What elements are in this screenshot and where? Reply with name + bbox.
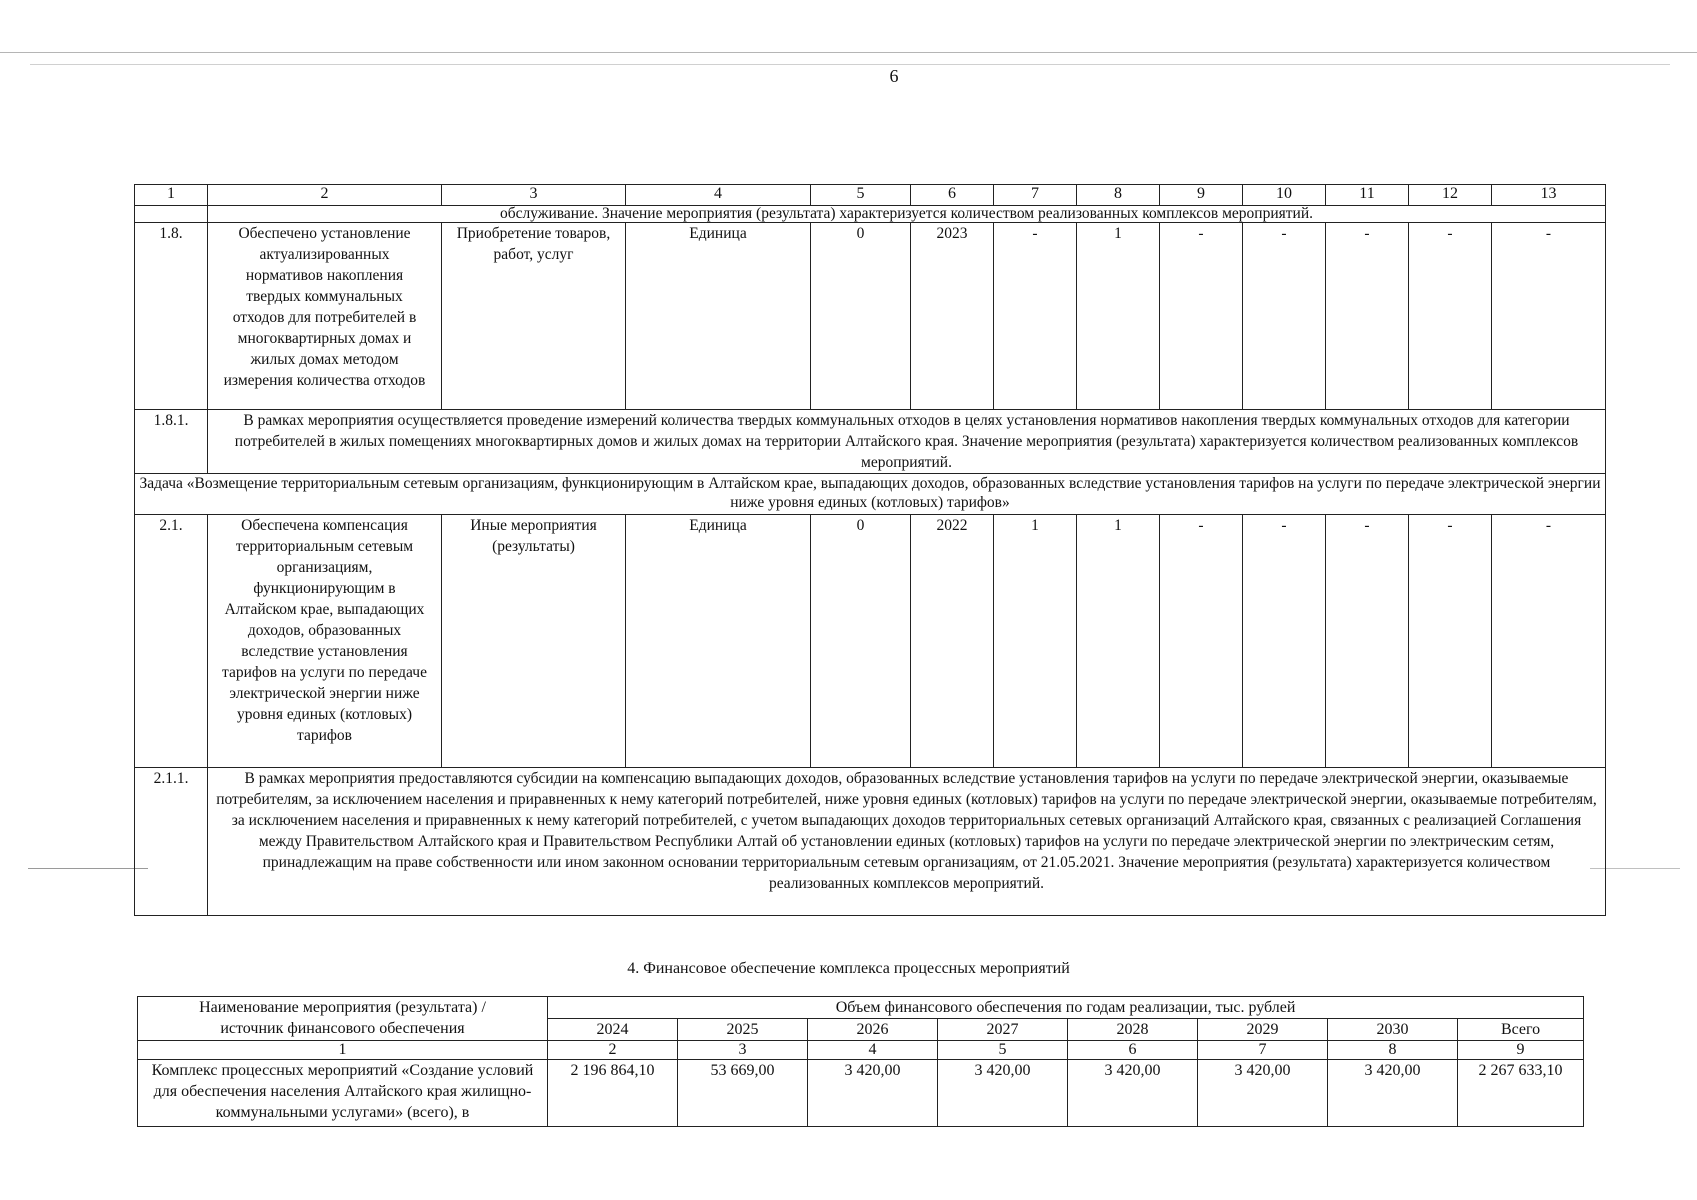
value-cell: 1 <box>994 515 1077 768</box>
value-cell: - <box>1409 223 1492 410</box>
value-cell: - <box>1492 223 1606 410</box>
column-header: 7 <box>994 185 1077 206</box>
column-header: 2 <box>208 185 442 206</box>
base-value: 0 <box>811 223 911 410</box>
value-cell: - <box>1326 515 1409 768</box>
table-row-1-8 <box>135 223 1606 410</box>
column-header: 5 <box>811 185 911 206</box>
finance-table <box>137 996 1584 1127</box>
complex-name: Комплекс процессных мероприятий «Создание условий для обеспечения населения Алтайского края жилищно-коммунальными услугами» (всего), в <box>138 1060 548 1127</box>
value-cell: 1 <box>1077 223 1160 410</box>
column-number: 4 <box>808 1041 938 1060</box>
year-header: 2024 <box>548 1019 678 1041</box>
table-row-1-8-1 <box>135 410 1606 474</box>
value-cell: - <box>1160 515 1243 768</box>
value-cell: - <box>1409 515 1492 768</box>
value-cell: - <box>1326 223 1409 410</box>
finance-column-numbers-row <box>138 1041 1584 1060</box>
year-header: 2030 <box>1328 1019 1458 1041</box>
column-number: 9 <box>1458 1041 1584 1060</box>
column-number: 8 <box>1328 1041 1458 1060</box>
unit-cell: Единица <box>626 223 811 410</box>
unit-cell: Единица <box>626 515 811 768</box>
amount-cell: 2 196 864,10 <box>548 1060 678 1127</box>
table-header-row <box>135 185 1606 206</box>
column-header: 1 <box>135 185 208 206</box>
amount-cell: 3 420,00 <box>1198 1060 1328 1127</box>
year-header: 2029 <box>1198 1019 1328 1041</box>
name-column-header: Наименование мероприятия (результата) / источник финансового обеспечения <box>138 997 548 1041</box>
column-number: 5 <box>938 1041 1068 1060</box>
activity-name: Обеспечена компенсация территориальным сетевым организациям, функционирующим в Алтайском крае, выпадающих доходов, образованных вследствие установления тарифов на услуги по передаче электрической энергии ниже уровня единых (котловых) тарифов <box>208 515 442 768</box>
column-number: 2 <box>548 1041 678 1060</box>
column-header: 3 <box>442 185 626 206</box>
row-number: 2.1. <box>135 515 208 768</box>
column-number: 1 <box>138 1041 548 1060</box>
column-header: 12 <box>1409 185 1492 206</box>
activities-table <box>134 184 1606 916</box>
column-number: 3 <box>678 1041 808 1060</box>
value-cell: - <box>1243 515 1326 768</box>
row-number: 1.8.1. <box>135 410 208 474</box>
carryover-text: обслуживание. Значение мероприятия (результата) характеризуется количеством реализованных комплексов мероприятий. <box>208 206 1606 223</box>
activity-type: Приобретение товаров, работ, услуг <box>442 223 626 410</box>
task-row <box>135 474 1606 515</box>
scan-artifact-line <box>30 64 1670 65</box>
row-number: 2.1.1. <box>135 768 208 916</box>
activity-description: В рамках мероприятия предоставляются субсидии на компенсацию выпадающих доходов, образованных вследствие установления тарифов на услуги по передаче электрической энергии, оказываемые потребителям, за исключением населения и приравненных к нему категорий потребителей, ниже уровня единых (котловых) тарифов на услуги по передаче электрической энергии, оказываемые потребителям, за исключением населения и приравненных к нему категорий потребителей, с учетом выпадающих доходов территориальных сетевых организаций Алтайского края, связанных с реализацией Соглашения между Правительством Алтайского края и Правительством Республики Алтай об установлении единых (котловых) тарифов на услуги по передаче электрической энергии по электрическим сетям, принадлежащим на праве собственности или ином законном основании территориальным сетевым организациям, от 21.05.2021. Значение мероприятия (результата) характеризуется количеством реализованных комплексов мероприятий. <box>208 768 1606 916</box>
scan-artifact-line <box>28 868 148 869</box>
table-row-2-1-1 <box>135 768 1606 916</box>
amount-cell: 3 420,00 <box>1068 1060 1198 1127</box>
amount-cell: 53 669,00 <box>678 1060 808 1127</box>
year-header: 2028 <box>1068 1019 1198 1041</box>
amount-cell: 3 420,00 <box>808 1060 938 1127</box>
value-cell: - <box>1492 515 1606 768</box>
column-header: 9 <box>1160 185 1243 206</box>
finance-data-row <box>138 1060 1584 1127</box>
column-header: 13 <box>1492 185 1606 206</box>
table-cell <box>135 206 208 223</box>
task-text: Задача «Возмещение территориальным сетевым организациям, функционирующим в Алтайском крае, выпадающих доходов, образованных вследствие установления тарифов на услуги по передаче электрической энергии ниже уровня единых (котловых) тарифов» <box>135 474 1606 515</box>
column-header: 8 <box>1077 185 1160 206</box>
volume-header: Объем финансового обеспечения по годам реализации, тыс. рублей <box>548 997 1584 1019</box>
base-year: 2023 <box>911 223 994 410</box>
year-header: 2025 <box>678 1019 808 1041</box>
total-header: Всего <box>1458 1019 1584 1041</box>
activity-type: Иные мероприятия (результаты) <box>442 515 626 768</box>
column-number: 7 <box>1198 1041 1328 1060</box>
base-value: 0 <box>811 515 911 768</box>
activity-description: В рамках мероприятия осуществляется проведение измерений количества твердых коммунальных отходов в целях установления нормативов накопления твердых коммунальных отходов для категории потребителей в жилых помещениях многоквартирных домов и жилых домах на территории Алтайского края. Значение мероприятия (результата) характеризуется количеством реализованных комплексов мероприятий. <box>208 410 1606 474</box>
base-year: 2022 <box>911 515 994 768</box>
activity-name: Обеспечено установление актуализированных нормативов накопления твердых коммунальных отходов для потребителей в многоквартирных домах и жилых домах методом измерения количества отходов <box>208 223 442 410</box>
amount-cell: 3 420,00 <box>938 1060 1068 1127</box>
value-cell: - <box>1243 223 1326 410</box>
amount-cell: 3 420,00 <box>1328 1060 1458 1127</box>
value-cell: 1 <box>1077 515 1160 768</box>
total-amount-cell: 2 267 633,10 <box>1458 1060 1584 1127</box>
year-header: 2026 <box>808 1019 938 1041</box>
page-number: 6 <box>889 66 899 86</box>
column-header: 11 <box>1326 185 1409 206</box>
finance-header-row <box>138 997 1584 1019</box>
table-row-2-1 <box>135 515 1606 768</box>
column-header: 6 <box>911 185 994 206</box>
finance-section-title: 4. Финансовое обеспечение комплекса процессных мероприятий <box>627 960 1070 977</box>
value-cell: - <box>994 223 1077 410</box>
carryover-row <box>135 206 1606 223</box>
scan-artifact-line <box>0 52 1697 53</box>
column-header: 10 <box>1243 185 1326 206</box>
value-cell: - <box>1160 223 1243 410</box>
column-header: 4 <box>626 185 811 206</box>
column-number: 6 <box>1068 1041 1198 1060</box>
year-header: 2027 <box>938 1019 1068 1041</box>
row-number: 1.8. <box>135 223 208 410</box>
